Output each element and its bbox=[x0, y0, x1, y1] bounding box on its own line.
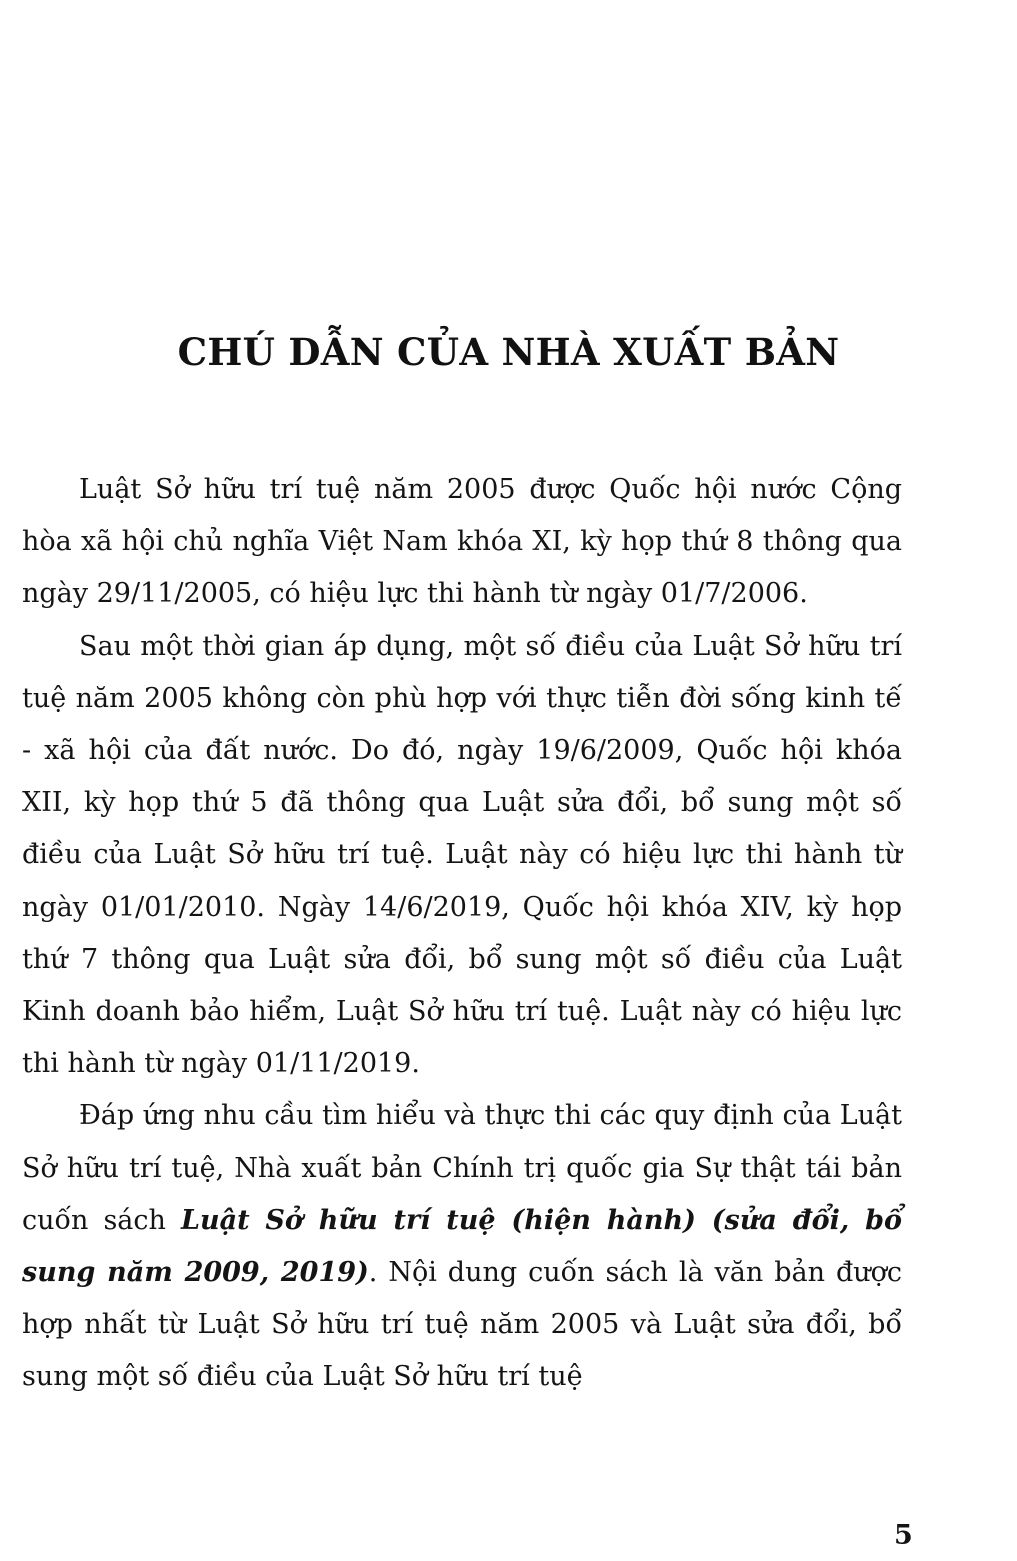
paragraph-3-rest: . Nội dung cuốn sách là văn bản được hợp nhất từ Luật Sở hữu trí tuệ năm 2005 và Luật sửa đổi, bổ sung một số điều của Luật Sở hữu trí tuệ bbox=[22, 1257, 902, 1393]
paragraph-3 bbox=[22, 1090, 902, 1403]
book-title: Luật Sở hữu trí tuệ (hiện hành) (sửa đổi, bổ sung năm 2009, 2019) bbox=[22, 1204, 902, 1289]
page-number: 5 bbox=[894, 1520, 913, 1551]
body-text bbox=[22, 464, 902, 1404]
paragraph-3-lead: Đáp ứng nhu cầu tìm hiểu và thực thi các quy định của Luật Sở hữu trí tuệ, Nhà xuất bản Chính trị quốc gia Sự thật tái bản cuốn sách bbox=[22, 1100, 902, 1236]
paragraph-1: Luật Sở hữu trí tuệ năm 2005 được Quốc hội nước Cộng hòa xã hội chủ nghĩa Việt Nam khóa XI, kỳ họp thứ 8 thông qua ngày 29/11/2005, có hiệu lực thi hành từ ngày 01/7/2006. bbox=[22, 474, 902, 610]
page-title: CHÚ DẪN CỦA NHÀ XUẤT BẢN bbox=[177, 330, 840, 374]
paragraph-2: Sau một thời gian áp dụng, một số điều của Luật Sở hữu trí tuệ năm 2005 không còn phù hợp với thực tiễn đời sống kinh tế - xã hội của đất nước. Do đó, ngày 19/6/2009, Quốc hội khóa XII, kỳ họp thứ 5 đã thông qua Luật sửa đổi, bổ sung một số điều của Luật Sở hữu trí tuệ. Luật này có hiệu lực thi hành từ ngày 01/01/2010. Ngày 14/6/2019, Quốc hội khóa XIV, kỳ họp thứ 7 thông qua Luật sửa đổi, bổ sung một số điều của Luật Kinh doanh bảo hiểm, Luật Sở hữu trí tuệ. Luật này có hiệu lực thi hành từ ngày 01/11/2019. bbox=[22, 630, 902, 1080]
